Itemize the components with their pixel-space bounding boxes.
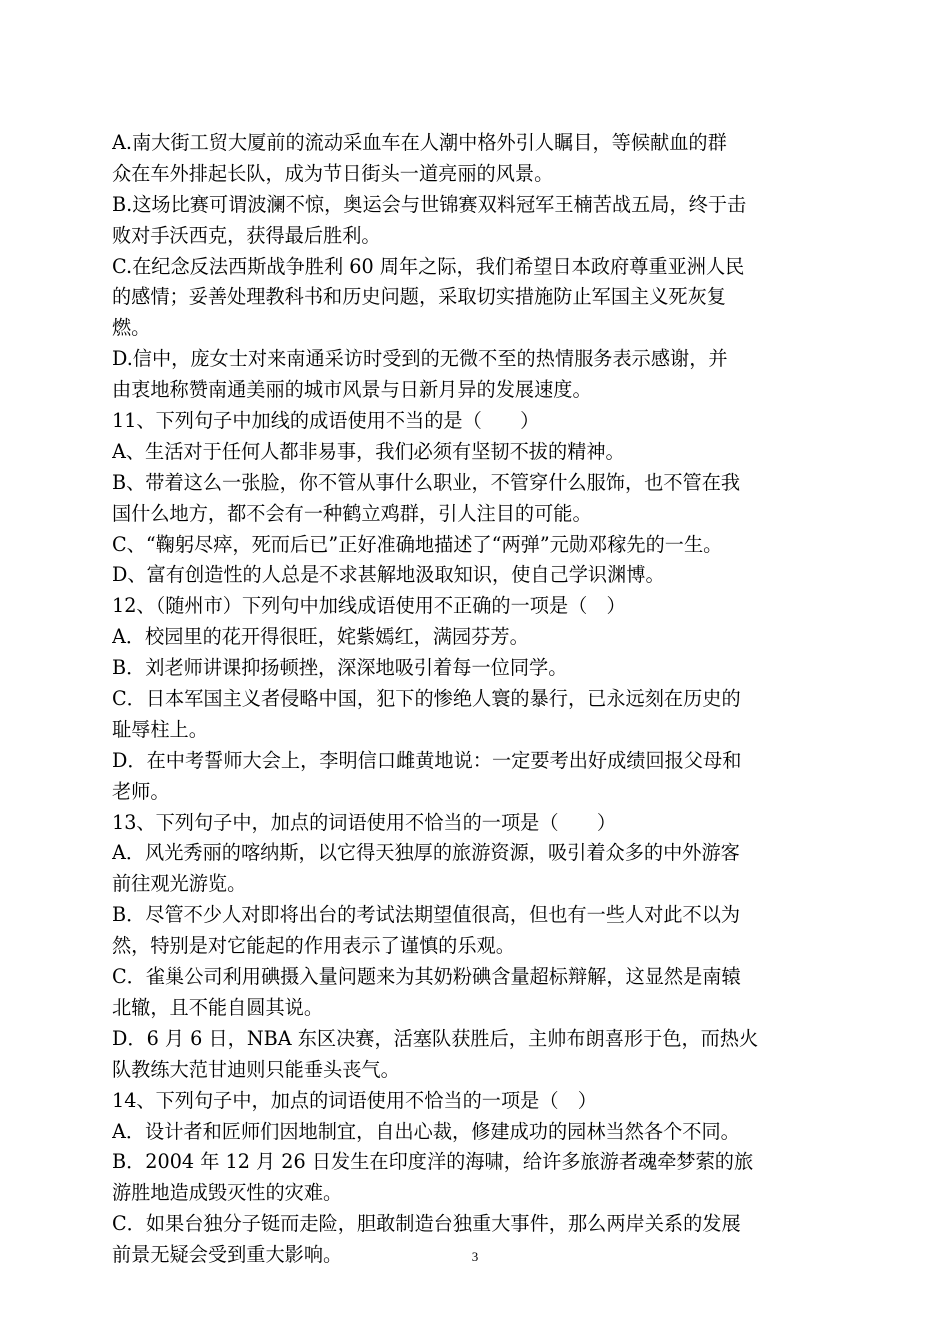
text-line: 耻辱柱上。 [112, 717, 208, 741]
text-line: 败对手沃西克，获得最后胜利。 [112, 223, 381, 247]
question-13-stem: 13、下列句子中，加点的词语使用不恰当的一项是（ ） [112, 810, 617, 834]
text-line: 燃。 [112, 316, 151, 340]
text-line: 老师。 [112, 779, 170, 803]
text-line: 前往观光游览。 [112, 872, 247, 896]
text-line: 的感情；妥善处理教科书和历史问题，采取切实措施防止军国主义死灰复 [112, 285, 726, 309]
text-line: C．日本军国主义者侵略中国，犯下的惨绝人寰的暴行，已永远刻在历史的 [112, 687, 741, 711]
text-line: B.这场比赛可谓波澜不惊，奥运会与世锦赛双料冠军王楠苦战五局，终于击 [112, 192, 747, 216]
text-line: C、“鞠躬尽瘁，死而后已”正好准确地描述了“两弹”元勋邓稼先的一生。 [112, 532, 723, 556]
question-11-stem: 11、下列句子中加线的成语使用不当的是（ ） [112, 409, 540, 433]
page-number: 3 [471, 1249, 479, 1264]
text-line: 游胜地造成毁灭性的灾难。 [112, 1181, 343, 1205]
text-line: D.信中，庞女士对来南通采访时受到的无微不至的热情服务表示感谢，并 [112, 347, 728, 371]
text-line: A．设计者和匠师们因地制宜，自出心裁，修建成功的园林当然各个不同。 [112, 1119, 740, 1143]
text-line: C．如果台独分子铤而走险，胆敢制造台独重大事件，那么两岸关系的发展 [112, 1212, 741, 1236]
text-line: D、富有创造性的人总是不求甚解地汲取知识，使自己学识渊博。 [112, 563, 665, 587]
text-line: A、生活对于任何人都非易事，我们必须有坚韧不拔的精神。 [112, 439, 625, 463]
text-line: A．风光秀丽的喀纳斯，以它得天独厚的旅游资源，吸引着众多的中外游客 [112, 841, 740, 865]
text-line: B．尽管不少人对即将出台的考试法期望值很高，但也有一些人对此不以为 [112, 903, 741, 927]
text-line: D．6 月 6 日，NBA 东区决赛，活塞队获胜后，主帅布朗喜形于色，而热火 [112, 1026, 759, 1050]
text-line: 国什么地方，都不会有一种鹤立鸡群，引人注目的可能。 [112, 501, 592, 525]
text-line: 然，特别是对它能起的作用表示了谨慎的乐观。 [112, 934, 515, 958]
text-line: 众在车外排起长队，成为节日街头一道亮丽的风景。 [112, 161, 554, 185]
text-line: B、带着这么一张脸，你不管从事什么职业，不管穿什么服饰，也不管在我 [112, 470, 741, 494]
text-line: D．在中考誓师大会上，李明信口雌黄地说：一定要考出好成绩回报父母和 [112, 748, 742, 772]
text-line: 前景无疑会受到重大影响。 [112, 1243, 343, 1267]
text-line: C．雀巢公司利用碘摄入量问题来为其奶粉碘含量超标辩解，这显然是南辕 [112, 965, 741, 989]
text-line: 队教练大范甘迪则只能垂头丧气。 [112, 1057, 400, 1081]
text-line: C.在纪念反法西斯战争胜利 60 周年之际，我们希望日本政府尊重亚洲人民 [112, 254, 745, 278]
question-12-stem: 12、（随州市）下列句中加线成语使用不正确的一项是（ ） [112, 594, 626, 618]
text-line: A.南大街工贸大厦前的流动采血车在人潮中格外引人瞩目，等候献血的群 [112, 131, 727, 154]
text-line: 由衷地称赞南通美丽的城市风景与日新月异的发展速度。 [112, 378, 592, 402]
text-line: B．2004 年 12 月 26 日发生在印度洋的海啸，给许多旅游者魂牵梦萦的旅 [112, 1150, 754, 1174]
question-14-stem: 14、下列句子中，加点的词语使用不恰当的一项是（ ） [112, 1088, 597, 1112]
text-line: B．刘老师讲课抑扬顿挫，深深地吸引着每一位同学。 [112, 656, 568, 680]
text-line: A．校园里的花开得很旺，姹紫嫣红，满园芬芳。 [112, 625, 529, 649]
text-line: 北辙，且不能自圆其说。 [112, 995, 324, 1019]
document-body [112, 128, 834, 1271]
